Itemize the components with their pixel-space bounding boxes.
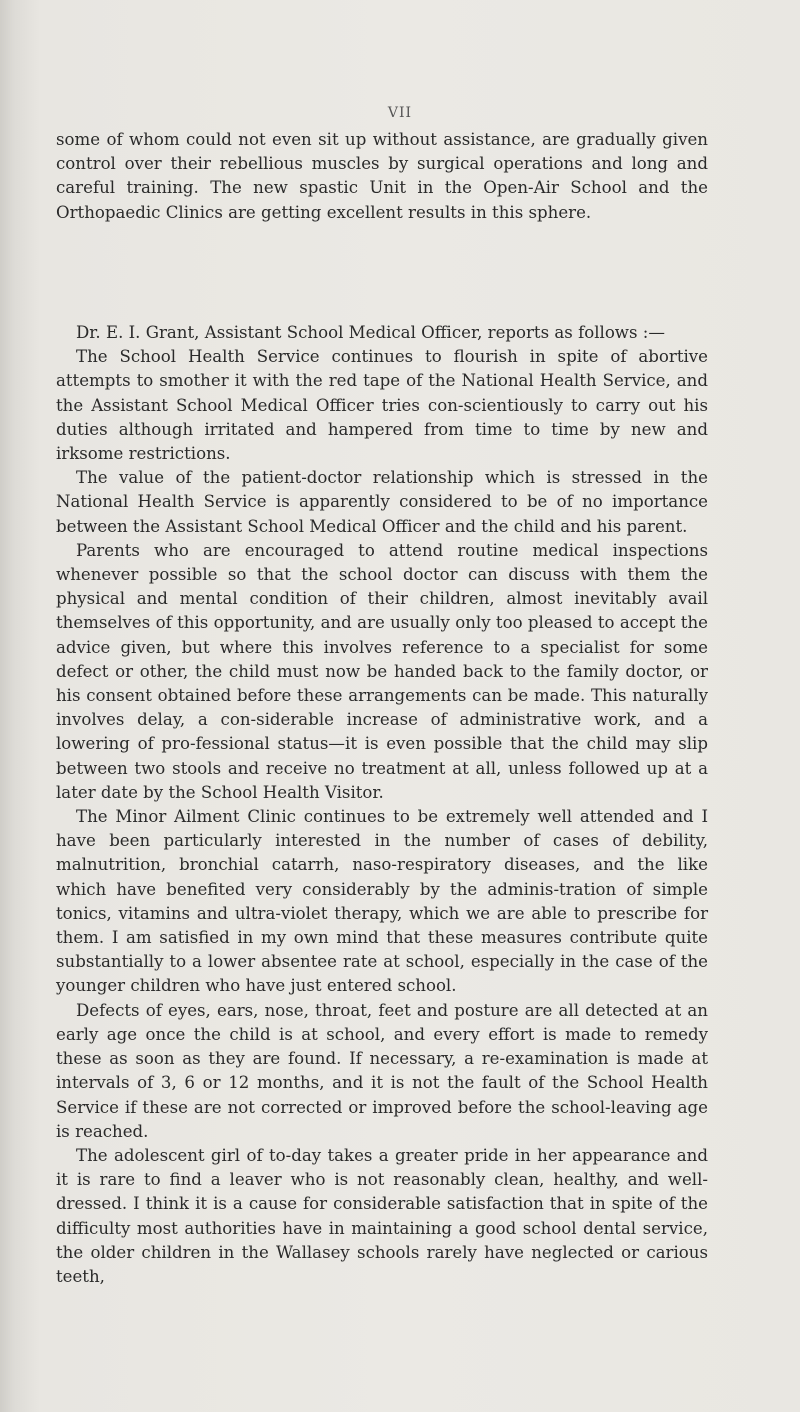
paragraph: The adolescent girl of to-day takes a greater pride in her appearance and it is rare to find a leaver who is not reasonably clean, healthy, and well-dressed. I think it is a cause for considerable satisfaction that in spite of the difficulty most authorities have in maintaining a good school dental service, the older children in the Wallasey schools rarely have neglected or carious teeth, [56,1145,708,1286]
paragraph: The value of the patient-doctor relationship which is stressed in the National Health Service is apparently considered to be of no importance between the Assistant School Medical Officer and the child and his parent. [56,468,708,536]
page-number: VII [387,105,413,121]
paragraph: The School Health Service continues to flourish in spite of abortive attempts to smother it with the red tape of the National Health Service, and the Assistant School Medical Officer tries con-scientiously to carry out his duties although irritated and hampered from time to time by new and irksome restrictions. [56,347,708,464]
paragraph: Defects of eyes, ears, nose, throat, feet and posture are all detected at an early age once the child is at school, and every effort is made to remedy these as soon as they are found. If necessary, a re-examination is made at intervals of 3, 6 or 12 months, and it is not the fault of the School Health Service if these are not corrected or improved before the school-leaving age is reached. [56,1000,708,1141]
opening-paragraph-block [56,128,708,225]
report-intro: Dr. E. I. Grant, Assistant School Medical Officer, reports as follows :— [76,323,665,342]
paragraph: The Minor Ailment Clinic continues to be extremely well attended and I have been particularly interested in the number of cases of debility, malnutrition, bronchial catarrh, naso-respiratory diseases, and the like which have benefited very considerably by the adminis-tration of simple tonics, vitamins and ultra-violet therapy, which we are able to prescribe for them. I am satisfied in my own mind that these measures contribute quite substantially to a lower absentee rate at school, especially in the case of the younger children who have just entered school. [56,807,708,996]
paragraph: Parents who are encouraged to attend routine medical inspections whenever possible so that the school doctor can discuss with them the physical and mental condition of their children, almost inevitably avail themselves of this opportunity, and are usually only too pleased to accept the advice given, but where this involves reference to a specialist for some defect or other, the child must now be handed back to the family doctor, or his consent obtained before these arrangements can be made. This naturally involves delay, a con-siderable increase of administrative work, and a lowering of pro-fessional status—it is even possible that the child may slip between two stools and receive no treatment at all, unless followed up at a later date by the School Health Visitor. [56,540,708,802]
paragraph: some of whom could not even sit up without assistance, are gradually given control over their rebellious muscles by surgical operations and long and careful training. The new spastic Unit in the Open-Air School and the Orthopaedic Clinics are getting excellent results in this sphere. [56,130,708,222]
report-block [56,321,708,1289]
